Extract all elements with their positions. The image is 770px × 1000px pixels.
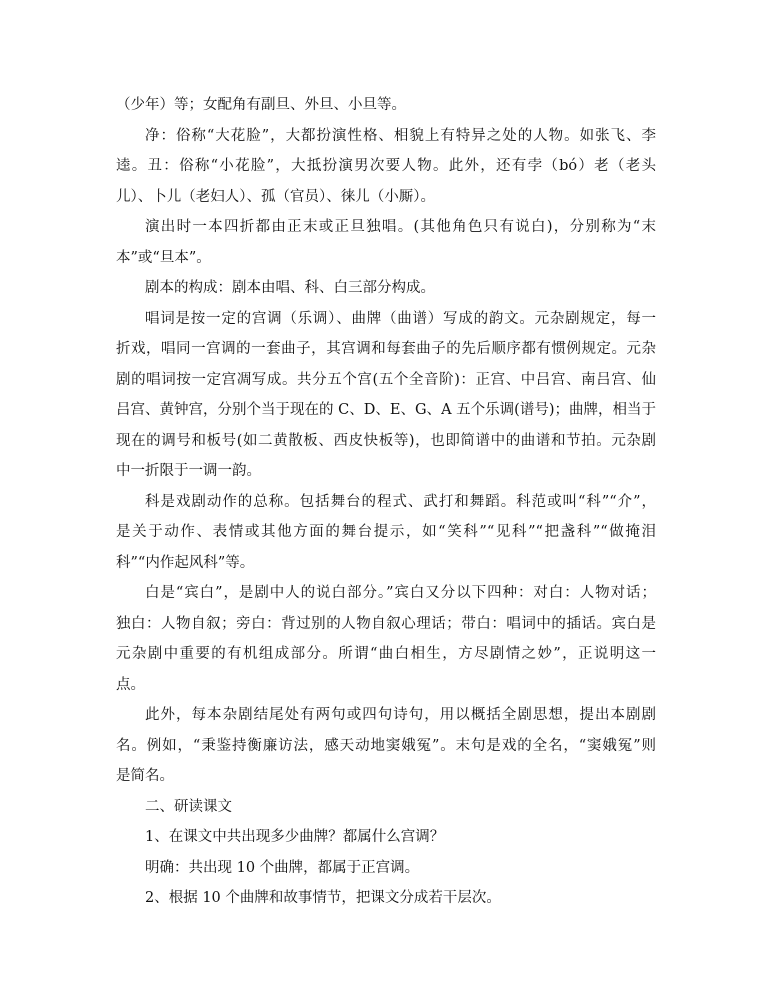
text-line: 净：俗称“大花脸”，大都扮演性格、相貌上有特异之处的人物。如张飞、李 [145,127,656,144]
text-line: 独白：人物自叙；旁白：背过别的人物自叙心理话；带白：唱词中的插话。宾白是 [116,615,656,632]
text-line: 名。例如，“秉鉴持衡廉访法，感天动地窦娥冤”。末句是戏的全名，“窦娥冤”则 [116,737,656,754]
text-line: 中一折限于一调一韵。 [116,463,261,479]
document-body [116,90,656,914]
text-line: 逵。丑：俗称“小花脸”，大抵扮演男次要人物。此外，还有孛（bó）老（老头 [116,158,656,174]
section-heading: 二、研读课文 [145,798,232,815]
text-line: （少年）等；女配角有副旦、外旦、小旦等。 [116,97,406,113]
text-line: 科”“内作起风科”等。 [116,554,255,571]
text-line: 现在的调号和板号(如二黄散板、西皮快板等)，也即简谱中的曲谱和节拍。元杂剧 [116,432,656,449]
text-line: 是关于动作、表情或其他方面的舞台提示，如“笑科”“见科”“把盏科”“做掩泪 [116,524,656,540]
text-line: 本”或“旦本”。 [116,249,211,266]
answer-line: 明确：共出现 10 个曲牌，都属于正宫调。 [145,859,420,876]
text-line: 科是戏剧动作的总称。包括舞台的程式、武打和舞蹈。科范或叫“科”“介”， [145,493,656,510]
text-line: 唱词是按一定的宫调（乐调）、曲牌（曲谱）写成的韵文。元杂剧规定，每一 [145,310,656,327]
text-line: 是简名。 [116,768,174,784]
text-line: 演出时一本四折都由正末或正旦独唱。(其他角色只有说白)，分别称为“末 [145,219,656,235]
text-line: 吕宫、黄钟宫，分别个当于现在的 C、D、E、G、A 五个乐调(谱号)；曲牌，相当于 [116,402,656,418]
text-line: 点。 [116,676,145,693]
question-line: 1、在课文中共出现多少曲牌？都属什么宫调？ [145,829,445,845]
question-line: 2、根据 10 个曲牌和故事情节，把课文分成若干层次。 [145,890,501,906]
text-line: 元杂剧中重要的有机组成部分。所谓“曲白相生，方尽剧情之妙”，正说明这一 [116,646,656,662]
text-line: 剧的唱词按一定宫凋写成。共分五个宫(五个全音阶)：正宫、中吕宫、南吕宫、仙 [116,371,656,388]
text-line: 儿）、卜儿（老妇人）、孤（官员）、徕儿（小厮）。 [116,188,435,205]
text-line: 折戏，唱同一宫调的一套曲子，其宫调和每套曲子的先后顺序都有惯例规定。元杂 [116,341,656,357]
text-line: 此外，每本杂剧结尾处有两句或四句诗句，用以概括全剧思想，提出本剧剧 [145,707,656,723]
text-line: 白是“宾白”，是剧中人的说白部分。”宾白又分以下四种：对白：人物对话； [145,585,656,601]
text-line: 剧本的构成：剧本由唱、科、白三部分构成。 [145,280,435,296]
